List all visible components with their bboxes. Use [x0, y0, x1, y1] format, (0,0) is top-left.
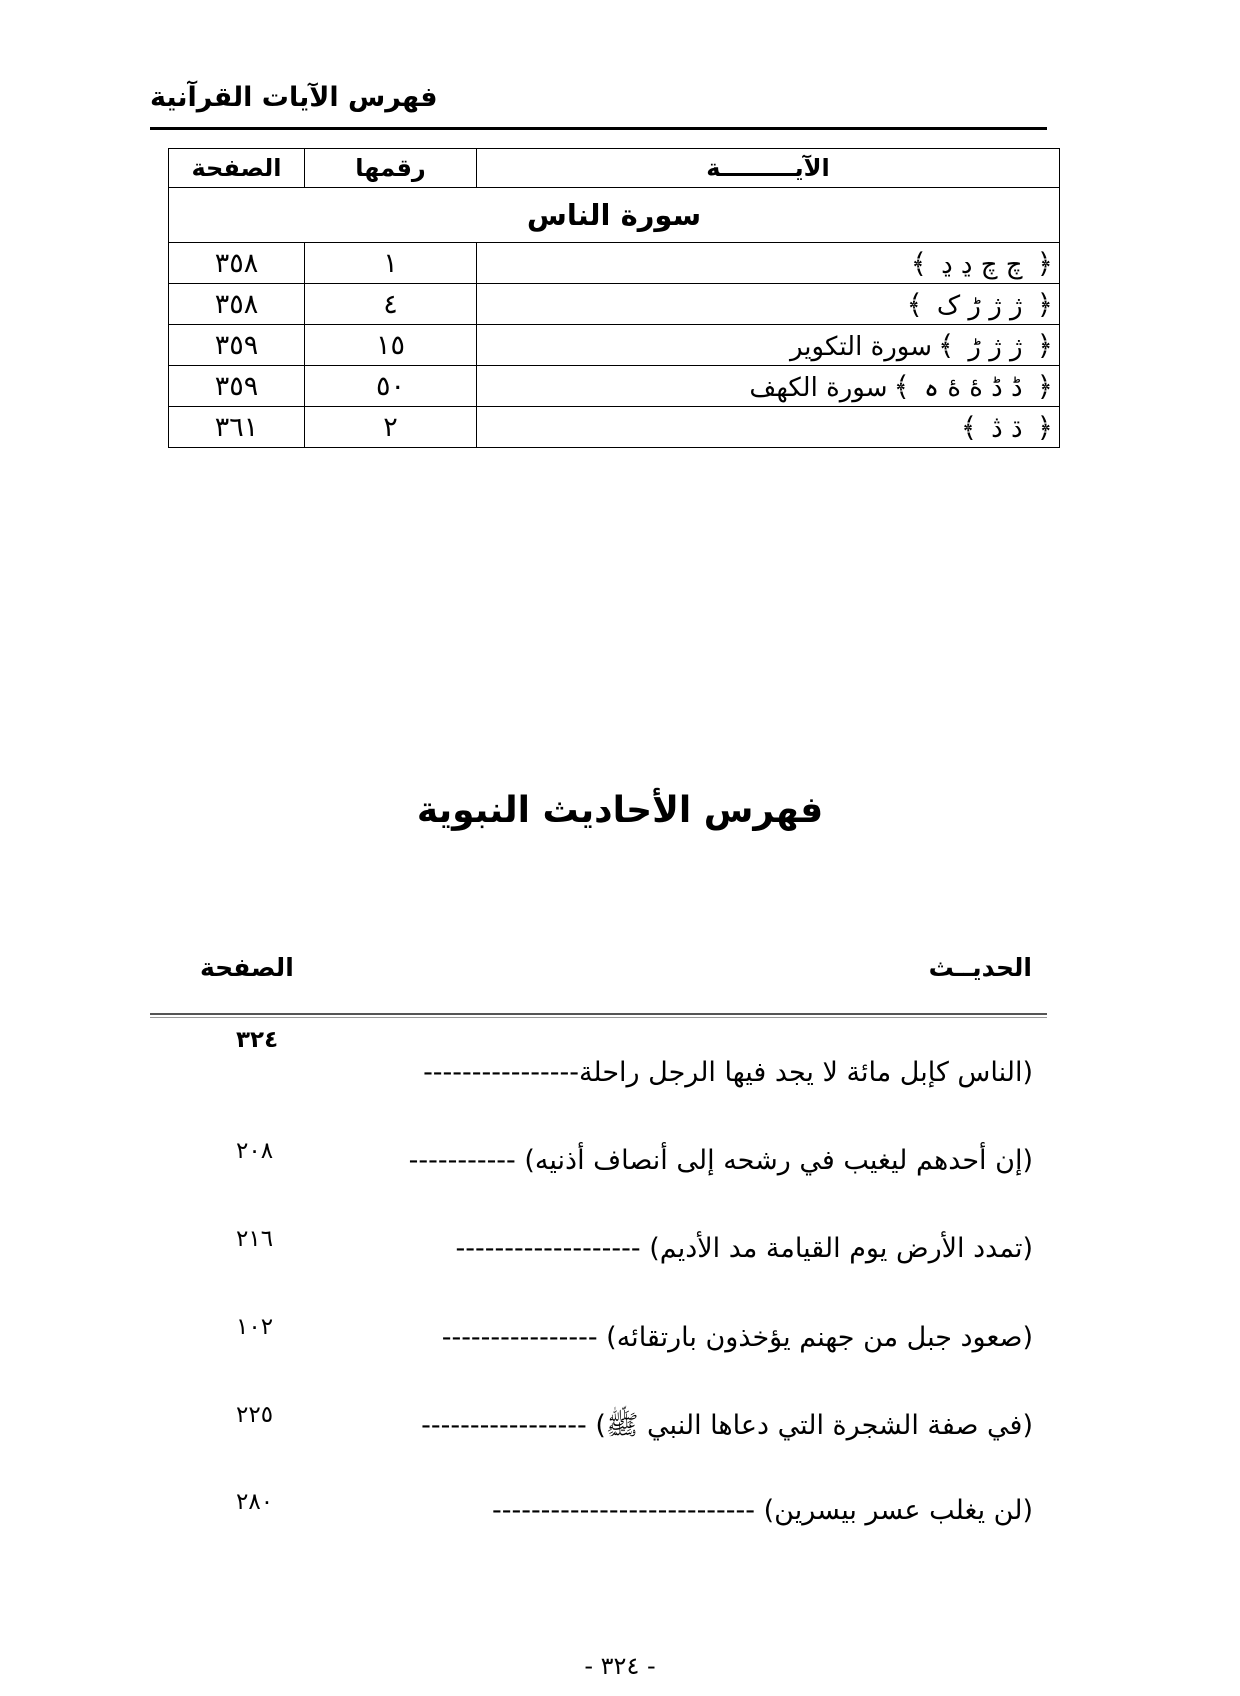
hadith-entry: (في صفة الشجرة التي دعاها النبي ﷺ) ----------------- — [421, 1410, 1033, 1441]
hadith-page-number: ٢٢٥ — [236, 1402, 274, 1428]
hadith-entry: (الناس كإبل مائة لا يجد فيها الرجل راحلة---------------- — [423, 1057, 1033, 1088]
surah-reference: سورة الكهف — [749, 372, 888, 403]
verse-text: ژ ژ ڑ — [968, 331, 1023, 362]
verse-number: ٥٠ — [305, 366, 477, 407]
verse-text: چ چ ڍ ڍ — [941, 249, 1023, 280]
hadith-entry: (صعود جبل من جهنم يؤخذون بارتقائه) ---------------- — [441, 1322, 1033, 1353]
header-page: الصفحة — [169, 149, 305, 188]
table-row — [169, 284, 1060, 325]
verse-number: ١٥ — [305, 325, 477, 366]
ornate-bracket-open: ﴿ — [1036, 369, 1053, 403]
verse-number: ١ — [305, 243, 477, 284]
hadith-page-number: ٢٨٠ — [236, 1489, 274, 1515]
surah-title: سورة الناس — [169, 188, 1060, 243]
table-row — [169, 325, 1060, 366]
verse-rows — [169, 243, 1060, 448]
hadith-entry: (إن أحدهم ليغيب في رشحه إلى أنصاف أذنيه) ----------- — [408, 1145, 1033, 1176]
ornate-bracket-close: ﴾ — [910, 246, 928, 280]
ornate-bracket-close: ﴾ — [893, 369, 910, 403]
ornate-bracket-close: ﴾ — [906, 287, 923, 321]
table-row — [169, 407, 1060, 448]
table-row — [169, 366, 1060, 407]
hadith-page-number: ٣٢٤ — [236, 1027, 279, 1053]
page-number: - ٣٢٤ - — [584, 1652, 656, 1680]
verse-cell — [477, 366, 1060, 407]
verse-text: ڌ ڎ — [991, 413, 1023, 444]
surah-title-row — [169, 188, 1060, 243]
verse-cell — [477, 284, 1060, 325]
header-verse: الآيـــــــــة — [477, 149, 1060, 188]
hadith-header-rule-thin — [150, 1017, 1047, 1018]
ornate-bracket-close: ﴾ — [960, 410, 978, 444]
verse-page: ٣٦١ — [169, 407, 305, 448]
ornate-bracket-open: ﴿ — [1036, 246, 1053, 280]
running-header: فهرس الآيات القرآنية — [150, 82, 438, 113]
hadith-page-number: ٢٠٨ — [236, 1138, 274, 1164]
table-row — [169, 243, 1060, 284]
ornate-bracket-open: ﴿ — [1036, 287, 1053, 321]
page-column-header: الصفحة — [200, 953, 294, 982]
verse-page: ٣٥٨ — [169, 284, 305, 325]
verse-page: ٣٥٩ — [169, 325, 305, 366]
surah-reference: سورة التكوير — [789, 331, 932, 362]
table-header-row — [169, 149, 1060, 188]
ornate-bracket-close: ﴾ — [937, 328, 955, 362]
ornate-bracket-open: ﴿ — [1036, 410, 1053, 444]
hadith-column-header: الحديــث — [928, 953, 1032, 982]
verse-cell — [477, 407, 1060, 448]
verse-cell — [477, 325, 1060, 366]
verse-number: ٤ — [305, 284, 477, 325]
verse-text: ڈ ڈ ۀ ۀ ہ — [923, 372, 1023, 403]
header-divider — [150, 127, 1047, 130]
verse-page: ٣٥٨ — [169, 243, 305, 284]
hadith-index-title: فهرس الأحاديث النبوية — [416, 790, 824, 831]
verse-cell — [477, 243, 1060, 284]
hadith-page-number: ١٠٢ — [236, 1314, 274, 1340]
verse-text: ژ ژ ڑ ک — [936, 290, 1023, 321]
header-number: رقمها — [305, 149, 477, 188]
verse-page: ٣٥٩ — [169, 366, 305, 407]
hadith-header-rule — [150, 1013, 1047, 1015]
hadith-page-number: ٢١٦ — [236, 1226, 274, 1252]
hadith-entry: (تمدد الأرض يوم القيامة مد الأديم) ------------------- — [455, 1233, 1033, 1264]
verse-number: ٢ — [305, 407, 477, 448]
hadith-entry: (لن يغلب عسر بيسرين) --------------------------- — [491, 1495, 1033, 1526]
ornate-bracket-open: ﴿ — [1036, 328, 1053, 362]
verses-index-table — [168, 148, 1060, 448]
